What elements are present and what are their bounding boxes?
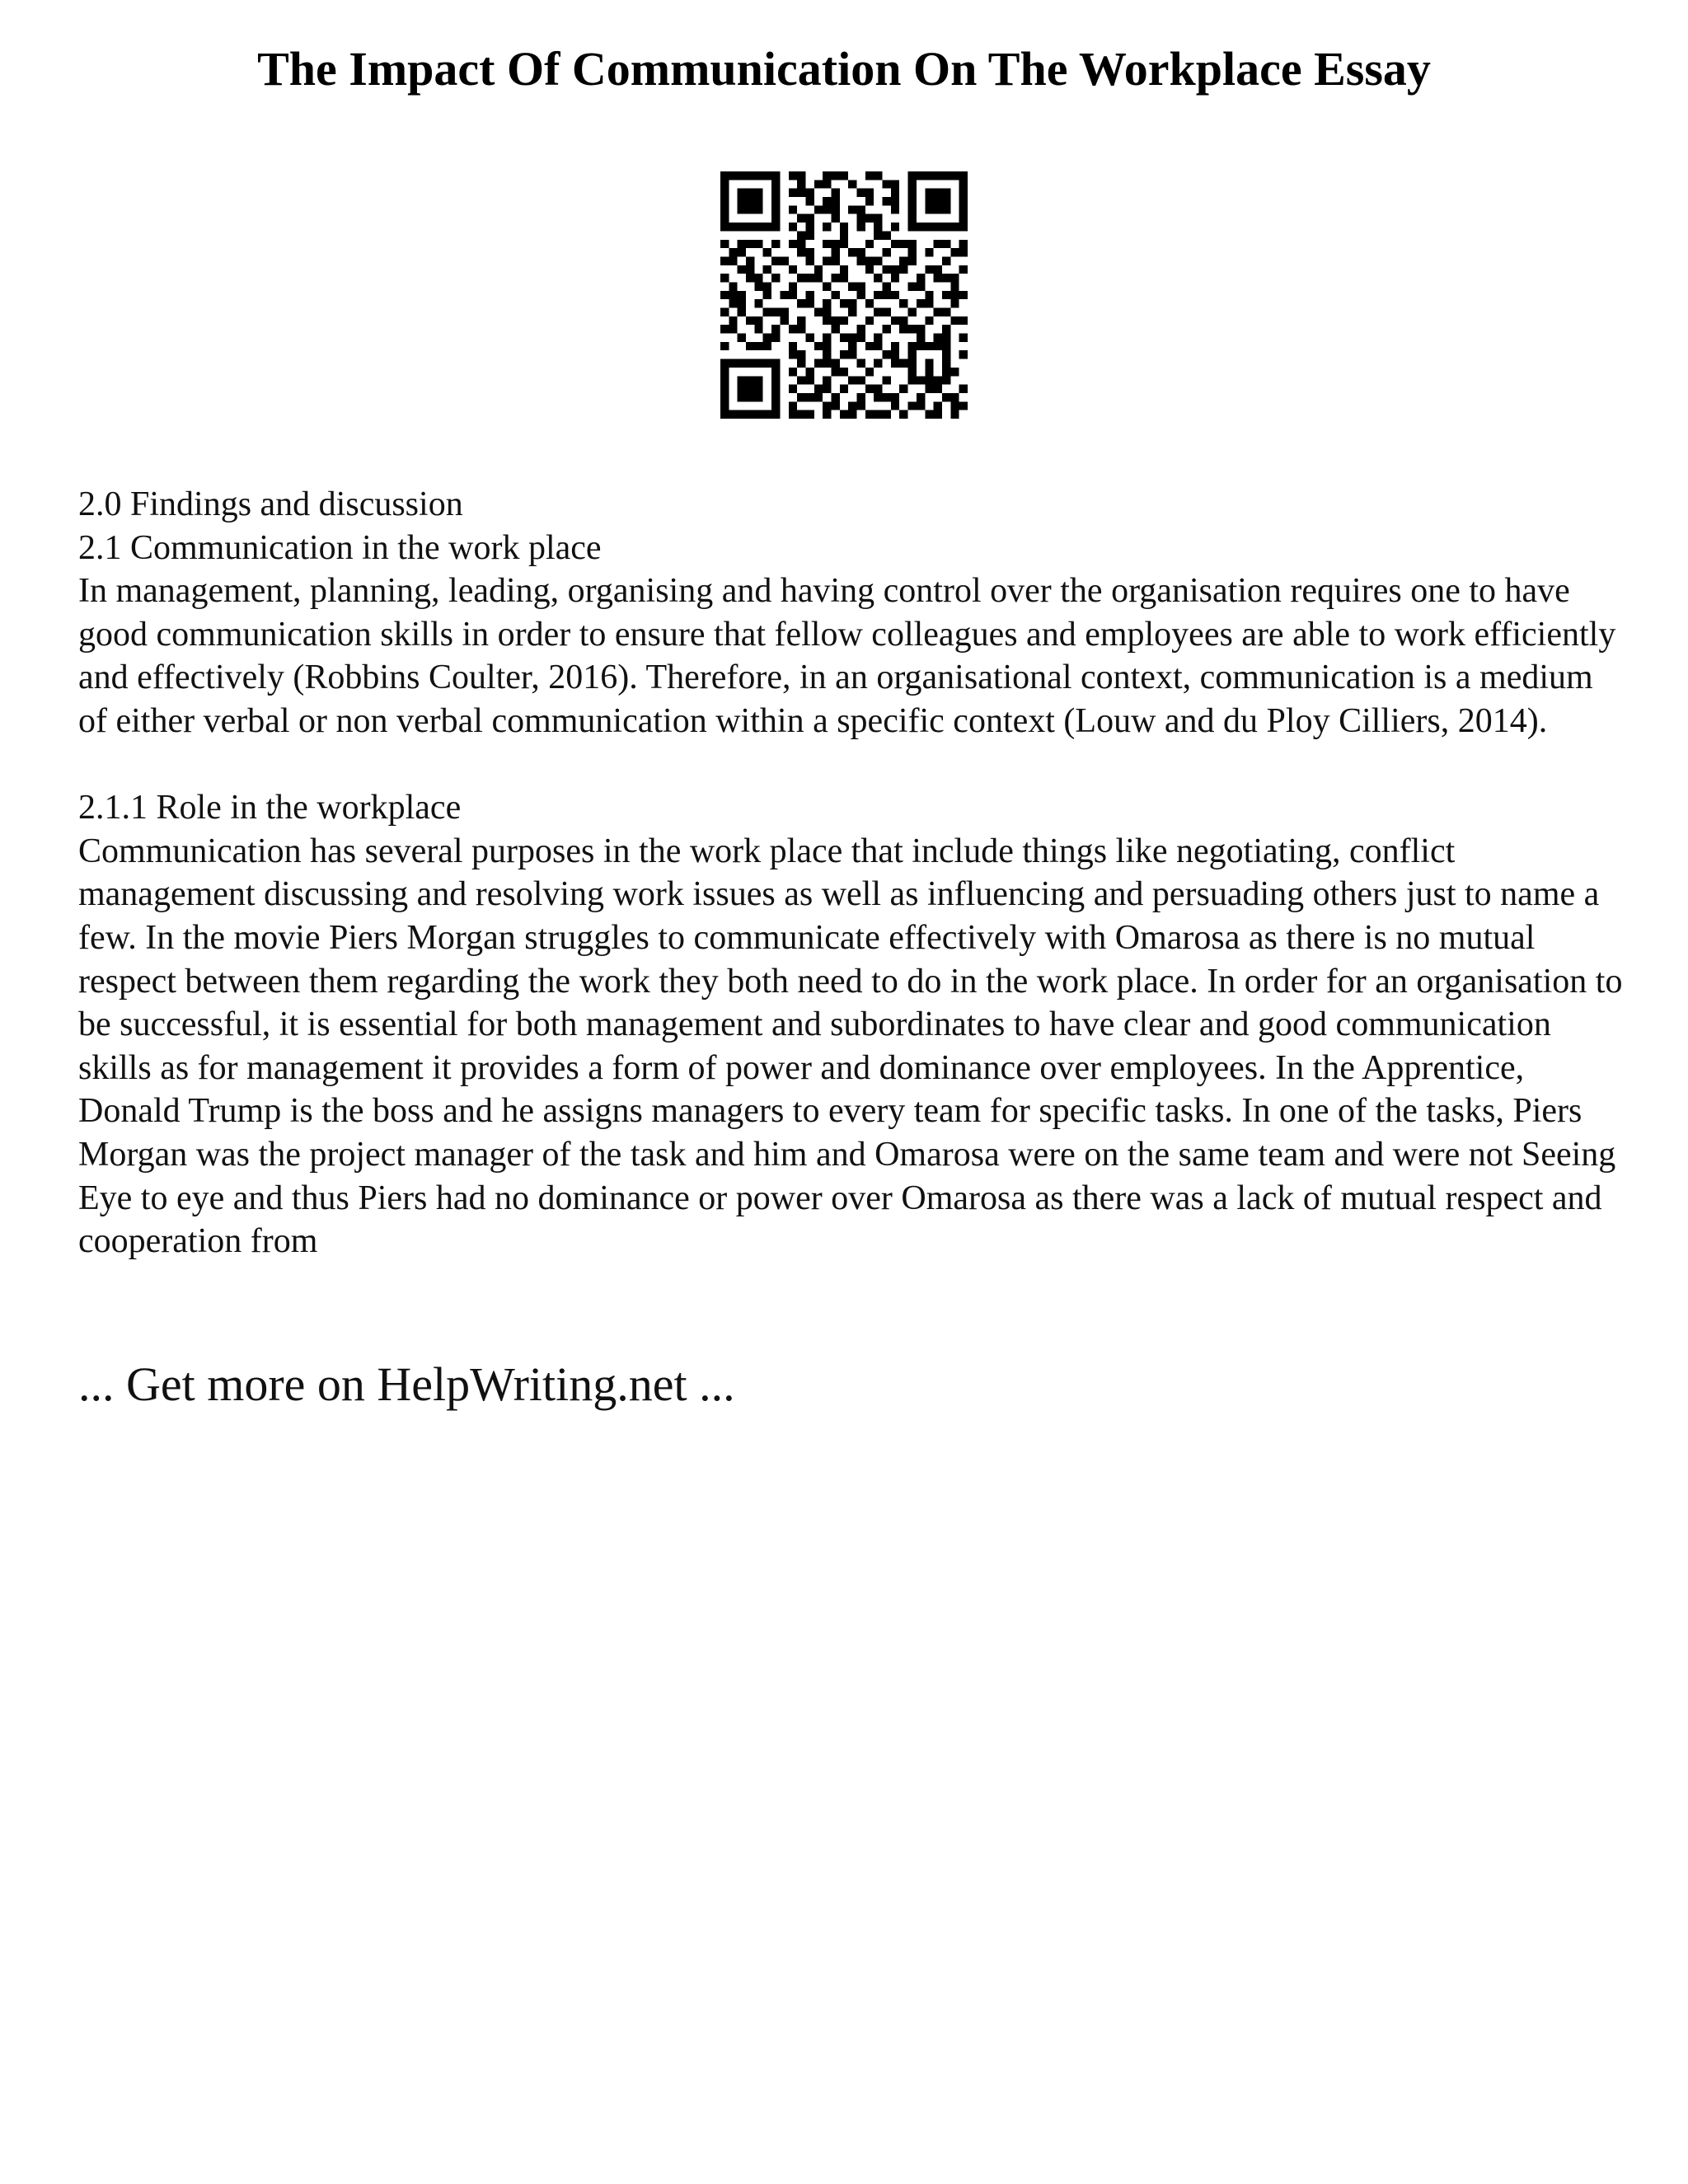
qr-code-icon (720, 171, 968, 419)
paragraph-communication: In management, planning, leading, organising and having control over the organisation requires one to have good communication skills in order to ensure that fellow colleagues and employees are able to work efficiently and effectively (Robbins Coulter, 2016). Therefore, in an organisational context, communication is a medium of either verbal or non verbal communication within a specific context (Louw and du Ploy Cilliers, 2014). (78, 572, 1616, 740)
paragraph-spacer (78, 743, 1628, 787)
section-heading-findings: 2.0 Findings and discussion (78, 485, 463, 523)
get-more-link[interactable]: ... Get more on HelpWriting.net ... (78, 1357, 735, 1411)
section-heading-role: 2.1.1 Role in the workplace (78, 789, 462, 827)
essay-body (78, 483, 1628, 1263)
document-title: The Impact Of Communication On The Workplace Essay (257, 42, 1431, 96)
paragraph-role: Communication has several purposes in the work place that include things like negotiating, conflict management discussing and resolving work issues as well as influencing and persuading others just to name a few. In the movie Piers Morgan struggles to communicate effectively with Omarosa as there is no mutual respect between them regarding the work they both need to do in the work place. In order for an organisation to be successful, it is essential for both management and subordinates to have clear and good communication skills as for management it provides a form of power and dominance over employees. In the Apprentice, Donald Trump is the boss and he assigns managers to every team for specific tasks. In one of the tasks, Piers Morgan was the project manager of the task and him and Omarosa were on the same team and were not Seeing Eye to eye and thus Piers had no dominance or power over Omarosa as there was a lack of mutual respect and cooperation from (78, 832, 1623, 1261)
section-heading-communication: 2.1 Communication in the work place (78, 528, 602, 567)
